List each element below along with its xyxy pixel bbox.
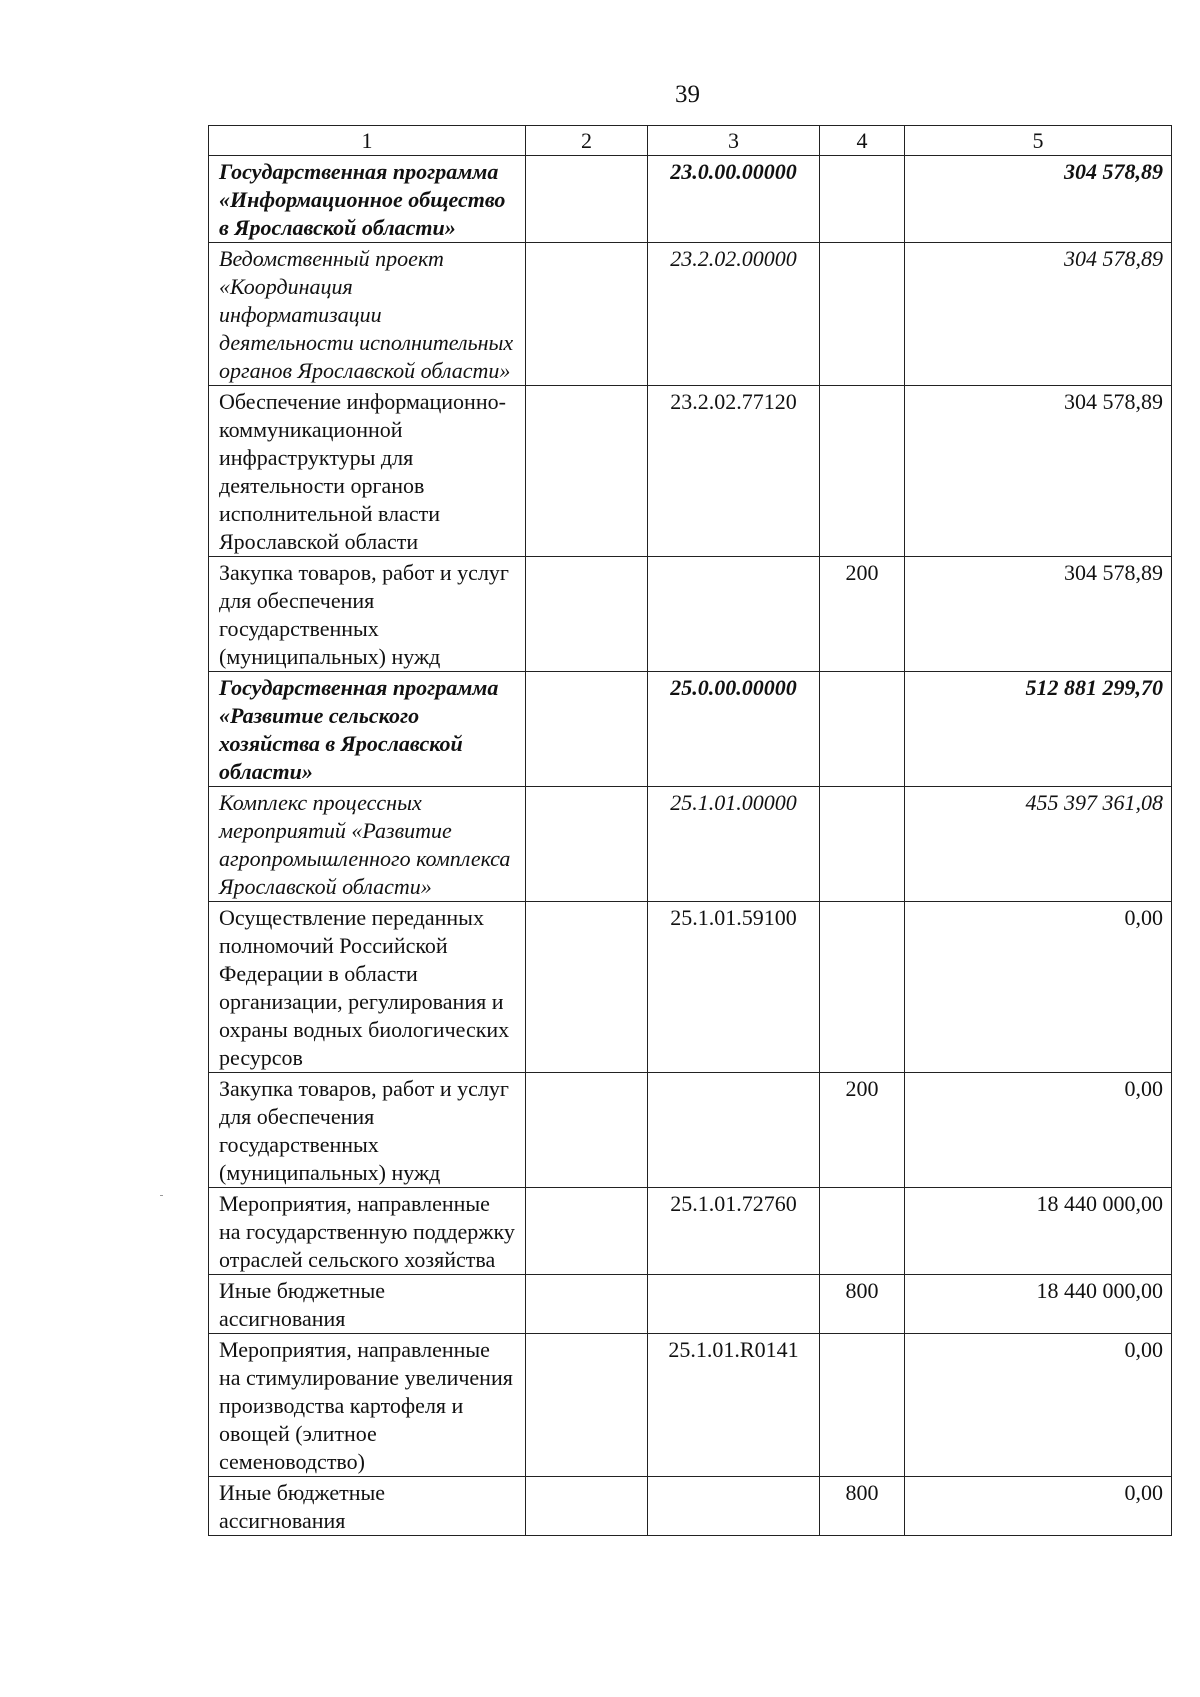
row-type-cell <box>820 386 905 557</box>
row-sum-cell: 304 578,89 <box>905 156 1172 243</box>
row-code-cell: 25.1.01.72760 <box>648 1188 820 1275</box>
row-name-cell: Мероприятия, направленные на стимулирование увеличения производства картофеля и овощей (элитное семеноводство) <box>209 1334 526 1477</box>
row-type-cell: 800 <box>820 1275 905 1334</box>
table-row <box>209 1188 1172 1275</box>
row-type-cell: 200 <box>820 1073 905 1188</box>
table-row <box>209 386 1172 557</box>
row-col2-cell <box>526 1275 648 1334</box>
row-sum-cell: 0,00 <box>905 1477 1172 1536</box>
row-sum-cell: 455 397 361,08 <box>905 787 1172 902</box>
row-sum-cell: 18 440 000,00 <box>905 1275 1172 1334</box>
row-sum-cell: 0,00 <box>905 1073 1172 1188</box>
row-code-cell <box>648 1073 820 1188</box>
table-row <box>209 1275 1172 1334</box>
table-row <box>209 787 1172 902</box>
row-name-cell: Обеспечение информационно-коммуникационной инфраструктуры для деятельности органов исполнительной власти Ярославской области <box>209 386 526 557</box>
row-col2-cell <box>526 787 648 902</box>
row-code-cell <box>648 1477 820 1536</box>
row-col2-cell <box>526 243 648 386</box>
row-name-cell: Государственная программа «Развитие сельского хозяйства в Ярославской области» <box>209 672 526 787</box>
header-col-3: 3 <box>648 126 820 156</box>
row-name-cell: Осуществление переданных полномочий Российской Федерации в области организации, регулирования и охраны водных биологических ресурсов <box>209 902 526 1073</box>
row-col2-cell <box>526 1477 648 1536</box>
table-row <box>209 1334 1172 1477</box>
budget-table <box>208 125 1172 1536</box>
table-row <box>209 557 1172 672</box>
row-code-cell: 23.2.02.77120 <box>648 386 820 557</box>
row-type-cell <box>820 243 905 386</box>
row-name-cell: Закупка товаров, работ и услуг для обеспечения государственных (муниципальных) нужд <box>209 1073 526 1188</box>
row-code-cell: 23.0.00.00000 <box>648 156 820 243</box>
row-name-cell: Государственная программа «Информационное общество в Ярославской области» <box>209 156 526 243</box>
row-type-cell <box>820 672 905 787</box>
row-sum-cell: 304 578,89 <box>905 243 1172 386</box>
table-row <box>209 1477 1172 1536</box>
row-type-cell <box>820 156 905 243</box>
row-sum-cell: 512 881 299,70 <box>905 672 1172 787</box>
row-type-cell: 800 <box>820 1477 905 1536</box>
row-name-cell: Ведомственный проект «Координация информатизации деятельности исполнительных органов Ярославской области» <box>209 243 526 386</box>
row-sum-cell: 0,00 <box>905 902 1172 1073</box>
header-col-1: 1 <box>209 126 526 156</box>
table-row <box>209 243 1172 386</box>
row-col2-cell <box>526 557 648 672</box>
row-name-cell: Иные бюджетные ассигнования <box>209 1477 526 1536</box>
row-code-cell <box>648 557 820 672</box>
row-name-cell: Иные бюджетные ассигнования <box>209 1275 526 1334</box>
row-sum-cell: 0,00 <box>905 1334 1172 1477</box>
row-type-cell <box>820 902 905 1073</box>
row-col2-cell <box>526 1073 648 1188</box>
table-row <box>209 156 1172 243</box>
row-code-cell: 25.1.01.00000 <box>648 787 820 902</box>
row-code-cell: 23.2.02.00000 <box>648 243 820 386</box>
row-type-cell <box>820 787 905 902</box>
row-sum-cell: 304 578,89 <box>905 557 1172 672</box>
row-col2-cell <box>526 1334 648 1477</box>
header-col-5: 5 <box>905 126 1172 156</box>
row-code-cell: 25.1.01.59100 <box>648 902 820 1073</box>
header-col-4: 4 <box>820 126 905 156</box>
table-row <box>209 1073 1172 1188</box>
row-sum-cell: 18 440 000,00 <box>905 1188 1172 1275</box>
row-col2-cell <box>526 1188 648 1275</box>
row-name-cell: Мероприятия, направленные на государственную поддержку отраслей сельского хозяйства <box>209 1188 526 1275</box>
table-row <box>209 672 1172 787</box>
row-col2-cell <box>526 386 648 557</box>
header-col-2: 2 <box>526 126 648 156</box>
row-sum-cell: 304 578,89 <box>905 386 1172 557</box>
row-col2-cell <box>526 672 648 787</box>
row-code-cell <box>648 1275 820 1334</box>
row-code-cell: 25.1.01.R0141 <box>648 1334 820 1477</box>
row-col2-cell <box>526 156 648 243</box>
row-type-cell <box>820 1334 905 1477</box>
table-row <box>209 902 1172 1073</box>
row-col2-cell <box>526 902 648 1073</box>
row-name-cell: Закупка товаров, работ и услуг для обеспечения государственных (муниципальных) нужд <box>209 557 526 672</box>
row-type-cell <box>820 1188 905 1275</box>
row-code-cell: 25.0.00.00000 <box>648 672 820 787</box>
scan-speck <box>160 1195 163 1196</box>
row-name-cell: Комплекс процессных мероприятий «Развитие агропромышленного комплекса Ярославской области» <box>209 787 526 902</box>
page-number: 39 <box>675 81 700 108</box>
header-row <box>209 126 1172 156</box>
row-type-cell: 200 <box>820 557 905 672</box>
